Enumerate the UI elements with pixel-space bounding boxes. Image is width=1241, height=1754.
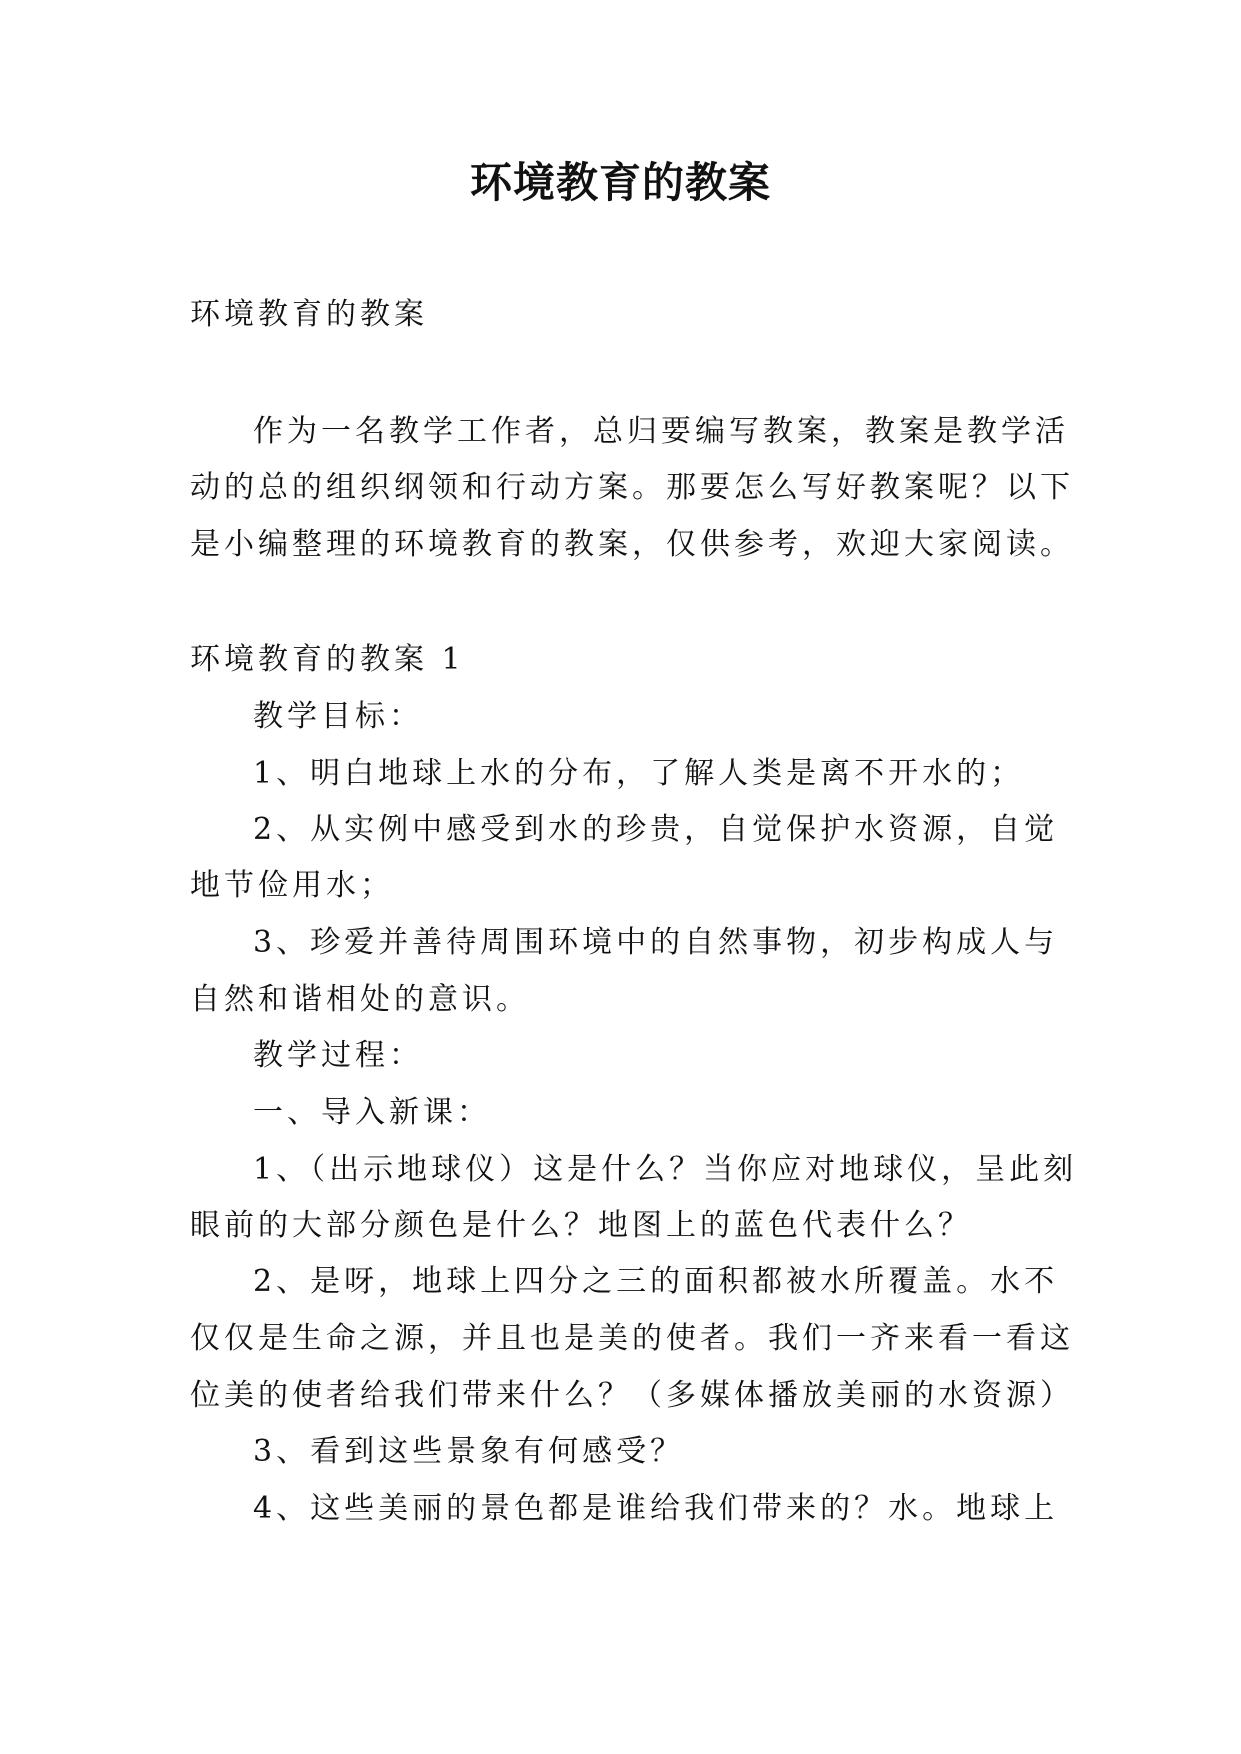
paragraph-line: 一、导入新课： (253, 1095, 491, 1130)
paragraph-line: 3、看到这些景象有何感受？ (253, 1434, 685, 1469)
section-heading: 环境教育的教案 1 (190, 642, 465, 677)
subtitle-line: 环境教育的教案 (190, 297, 428, 332)
intro-line-1: 作为一名教学工作者，总归要编写教案，教案是教学活 (253, 414, 1069, 449)
paragraph-line: 自然和谐相处的意识。 (190, 982, 530, 1017)
paragraph-line: 教学目标： (253, 699, 423, 734)
paragraph-line: 1、（出示地球仪）这是什么？当你应对地球仪，呈此刻 (253, 1152, 1078, 1187)
intro-line-2: 动的总的组织纲领和行动方案。那要怎么写好教案呢？以下 (190, 470, 1074, 505)
paragraph-line: 2、从实例中感受到水的珍贵，自觉保护水资源，自觉 (253, 812, 1059, 847)
intro-line-3: 是小编整理的环境教育的教案，仅供参考，欢迎大家阅读。 (190, 527, 1074, 562)
paragraph-line: 仅仅是生命之源，并且也是美的使者。我们一齐来看一看这 (190, 1321, 1074, 1356)
paragraph-line: 位美的使者给我们带来什么？（多媒体播放美丽的水资源） (190, 1378, 1074, 1413)
paragraph-line: 2、是呀，地球上四分之三的面积都被水所覆盖。水不 (253, 1264, 1059, 1299)
paragraph-line: 3、珍爱并善待周围环境中的自然事物，初步构成人与 (253, 925, 1059, 960)
document-title: 环境教育的教案 (469, 158, 771, 207)
paragraph-line: 眼前的大部分颜色是什么？地图上的蓝色代表什么？ (190, 1208, 972, 1243)
paragraph-line: 4、这些美丽的景色都是谁给我们带来的？水。地球上 (253, 1491, 1059, 1526)
paragraph-line: 地节俭用水； (190, 868, 394, 903)
paragraph-line: 1、明白地球上水的分布，了解人类是离不开水的； (253, 756, 1025, 791)
paragraph-line: 教学过程： (253, 1038, 423, 1073)
